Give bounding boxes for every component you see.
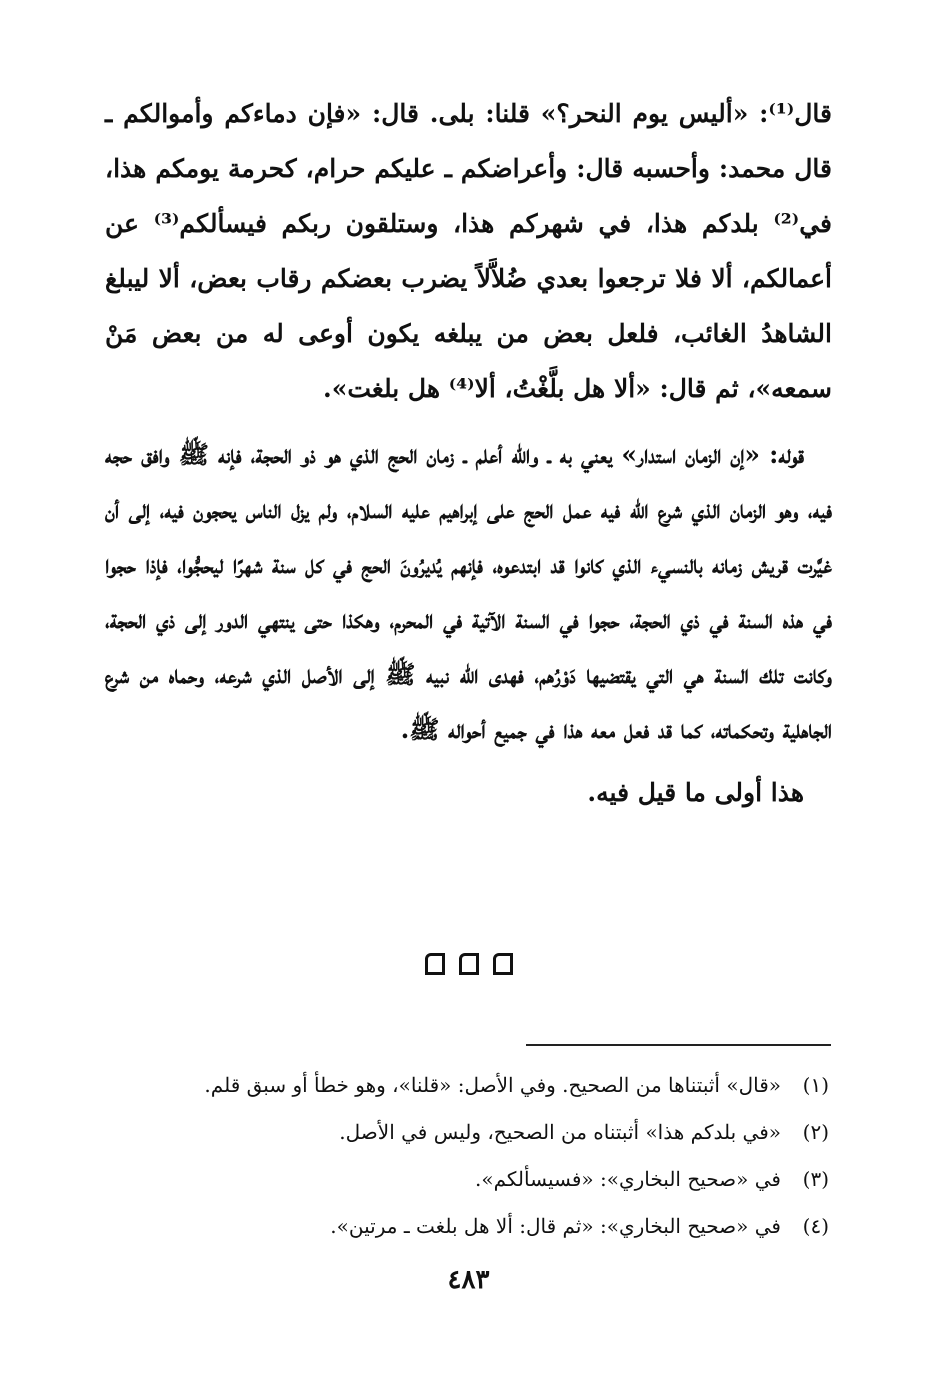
footnote-text: في «صحيح البخاري»: «فسيسألكم». [474,1167,781,1191]
section-separator [0,953,937,975]
separator-box-icon [425,953,445,975]
footnote [89,1062,829,1109]
footnote-number: (٣) [802,1167,829,1191]
page-number: ٤٨٣ [447,1265,490,1295]
conclusion-line: هذا أولى ما قيل فيه. [587,778,804,807]
separator-box-icon [493,953,513,975]
footnote-text: «في بلدكم هذا» أثبتناه من الصحيح، وليس في الأصل. [339,1120,781,1144]
footnote-number: (٢) [802,1120,829,1144]
footnote-number: (١) [802,1073,829,1097]
footnote-text: «قال» أثبتناها من الصحيح. وفي الأصل: «قلنا»، وهو خطأ أو سبق قلم. [204,1073,781,1097]
footnote [89,1203,829,1250]
footnote-number: (٤) [802,1214,829,1238]
footnote-text: في «صحيح البخاري»: «ثم قال: ألا هل بلغت ـ مرتين». [330,1214,781,1238]
footnote [89,1156,829,1203]
commentary-paragraph: قوله: «إن الزمان استدار» يعني به ـ والله أعلم ـ زمان الحج الذي هو ذو الحجة، فإنه ﷺ وافق حجه فيه، وهو الزمان الذي شرع الله فيه عمل الحج على إبراهيم عليه السلام، ولم يزل الناس يحجون فيه، إلى أن غيَّرت قريش زمانه بالنسيء الذي كانوا قد ابتدعوه، فإنهم يُديرُونَ الحج في كل سنة شهرًا ليحجُّوا، فإذا حجوا في هذه السنة في ذي الحجة، حجوا في السنة الآتية في المحرم، وهكذا حتى ينتهي الدور إلى ذي الحجة، وكانت تلك السنة هي التي يقتضيها دَوْرُهم، فهدى الله نبيه ﷺ إلى الأصل الذي شرعه، وحماه من شرع الجاهلية وتحكماته، كما قد فعل معه هذا في جميع أحواله ﷺ. [105,440,832,744]
footnote-divider [526,1044,831,1046]
footnote [89,1109,829,1156]
hadith-paragraph: قال⁽¹⁾: «أليس يوم النحر؟» قلنا: بلى. قال: «فإن دماءكم وأموالكم ـ قال محمد: وأحسبه قال: وأعراضكم ـ عليكم حرام، كحرمة يومكم هذا، في⁽²⁾ بلدكم هذا، في شهركم هذا، وستلقون ربكم فيسألكم⁽³⁾ عن أعمالكم، ألا فلا ترجعوا بعدي ضُلاَّلاً يضرب بعضكم رقاب بعض، ألا ليبلغ الشاهدُ الغائب، فلعل بعض من يبلغه يكون أوعى له من بعض مَنْ سمعه»، ثم قال: «ألا هل بلَّغْتُ، ألا⁽⁴⁾ هل بلغت». [105,99,832,403]
footnotes [89,1062,829,1250]
separator-box-icon [459,953,479,975]
main-text [105,86,832,820]
